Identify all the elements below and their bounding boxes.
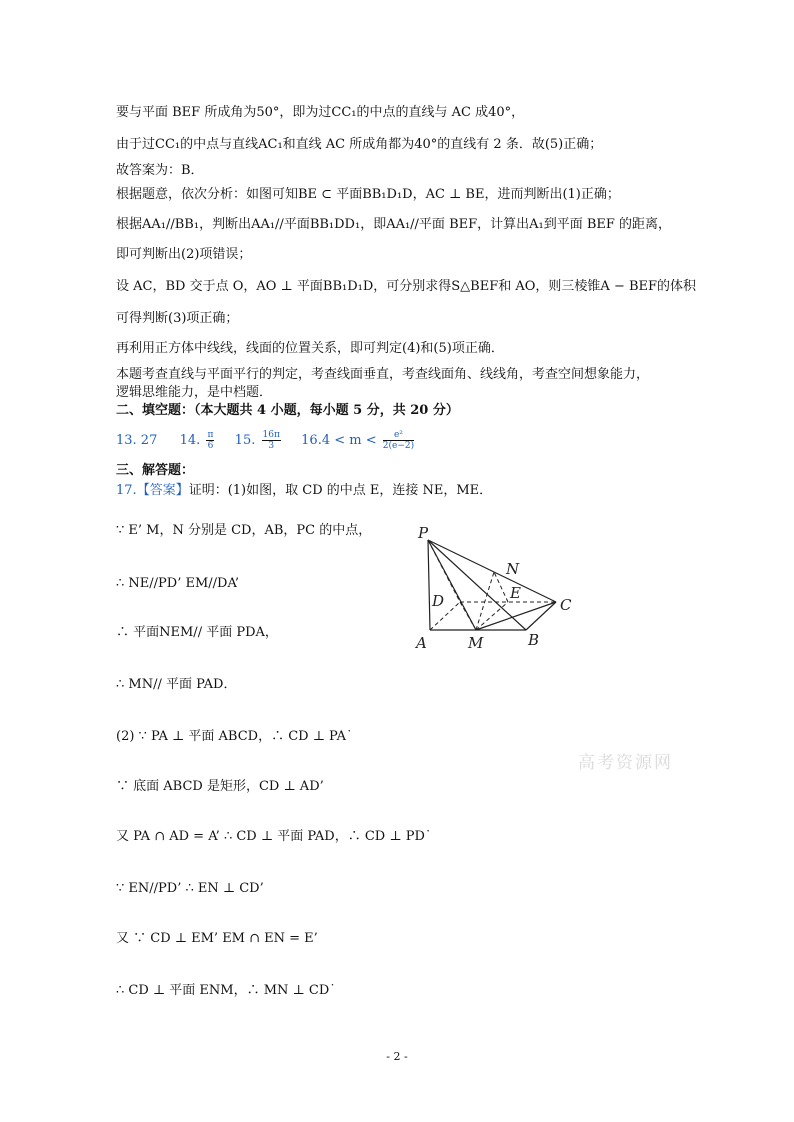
edge-PC bbox=[428, 540, 556, 602]
proof-line-8: ∵ EN//PD’ ∴ EN ⊥ CD’ bbox=[116, 881, 264, 896]
proof-line-3: ∴ 平面NEM// 平面 PDA， bbox=[116, 625, 278, 640]
text-line-2: 由于过CC₁的中点与直线AC₁和直线 AC 所成角都为40°的直线有 2 条．故(5)正确； bbox=[116, 137, 603, 152]
page-number: - 2 - bbox=[386, 1050, 408, 1063]
label-A: A bbox=[416, 634, 427, 652]
edge-MC bbox=[476, 602, 556, 630]
label-N: N bbox=[506, 560, 520, 578]
label-B: B bbox=[528, 631, 540, 649]
text-line-9: 再利用正方体中线线，线面的位置关系，即可判定(4)和(5)项正确． bbox=[116, 341, 504, 356]
proof-line-10: ∴ CD ⊥ 平面 ENM，∴ MN ⊥ CD˙ bbox=[116, 983, 336, 998]
answer-15-label: 15. bbox=[234, 433, 256, 448]
label-E: E bbox=[510, 584, 521, 602]
proof-line-5: (2) ∵ PA ⊥ 平面 ABCD，∴ CD ⊥ PA˙ bbox=[116, 729, 353, 744]
edge-MN bbox=[476, 572, 494, 630]
proof-line-6: ∵ 底面 ABCD 是矩形，CD ⊥ AD’ bbox=[116, 779, 324, 794]
section-heading-solutions: 三、解答题： bbox=[116, 463, 195, 478]
text-line-5: 根据AA₁//BB₁，判断出AA₁//平面BB₁DD₁，即AA₁//平面 BEF，计算出A₁到平面 BEF 的距离， bbox=[116, 217, 672, 232]
text-line-10: 本题考查直线与平面平行的判定，考查线面垂直，考查线面角、线线角，考查空间想象能力， bbox=[116, 367, 650, 382]
proof-line-4: ∴ MN// 平面 PAD． bbox=[116, 677, 237, 692]
answer-16-label: 16.4 < m < bbox=[301, 433, 377, 448]
text-line-8: 可得判断(3)项正确； bbox=[116, 311, 239, 326]
answer-14-fraction: $\frac{\pi}{6}$ bbox=[207, 430, 214, 451]
q17-text: 证明：(1)如图，取 CD 的中点 E，连接 NE，ME． bbox=[188, 483, 493, 498]
text-line-3: 故答案为：B． bbox=[116, 163, 204, 178]
watermark: 高考资源网 bbox=[578, 753, 673, 773]
text-line-6: 即可判断出(2)项错误； bbox=[116, 247, 252, 262]
answer-16-fraction: $\frac{\text{e²}}{2(e-2)}$ bbox=[382, 430, 415, 451]
text-line-1: 要与平面 BEF 所成角为50°，即为过CC₁的中点的直线与 AC 成40°， bbox=[116, 105, 525, 120]
label-M: M bbox=[468, 634, 484, 652]
proof-line-9: 又 ∵ CD ⊥ EM’ EM ∩ EN = E’ bbox=[116, 931, 318, 946]
q17-intro bbox=[116, 482, 492, 500]
proof-line-2: ∴ NE//PD’ EM//DA’ bbox=[116, 576, 240, 591]
label-D: D bbox=[432, 592, 445, 610]
fill-in-answers bbox=[116, 430, 416, 452]
text-line-7: 设 AC，BD 交于点 O，AO ⊥ 平面BB₁D₁D，可分别求得S△BEF和 AO，则三棱锥A − BEF的体积 bbox=[116, 279, 697, 294]
text-line-11: 逻辑思维能力，是中档题． bbox=[116, 385, 273, 400]
edge-PA bbox=[428, 540, 430, 630]
answer-tag: 【答案】 bbox=[136, 483, 189, 498]
section-heading-fill-in: 二、填空题：（本大题共 4 小题，每小题 5 分，共 20 分） bbox=[116, 403, 459, 418]
proof-line-1: ∵ E’ M，N 分别是 CD，AB，PC 的中点， bbox=[116, 523, 372, 538]
text-line-4: 根据题意，依次分析：如图可知BE ⊂ 平面BB₁D₁D，AC ⊥ BE，进而判断出(1)正确； bbox=[116, 187, 620, 202]
answer-13: 13. 27 bbox=[116, 433, 158, 448]
label-C: C bbox=[560, 596, 572, 614]
pyramid-figure bbox=[406, 526, 606, 656]
proof-line-7: 又 PA ∩ AD = A’ ∴ CD ⊥ 平面 PAD，∴ CD ⊥ PD˙ bbox=[116, 829, 432, 844]
label-P: P bbox=[418, 526, 429, 542]
q17-number: 17. bbox=[116, 483, 137, 498]
answer-15-fraction: $\frac{16\pi}{3}$ bbox=[262, 430, 280, 451]
edge-BC bbox=[526, 602, 556, 630]
answer-14-label: 14. bbox=[179, 433, 201, 448]
